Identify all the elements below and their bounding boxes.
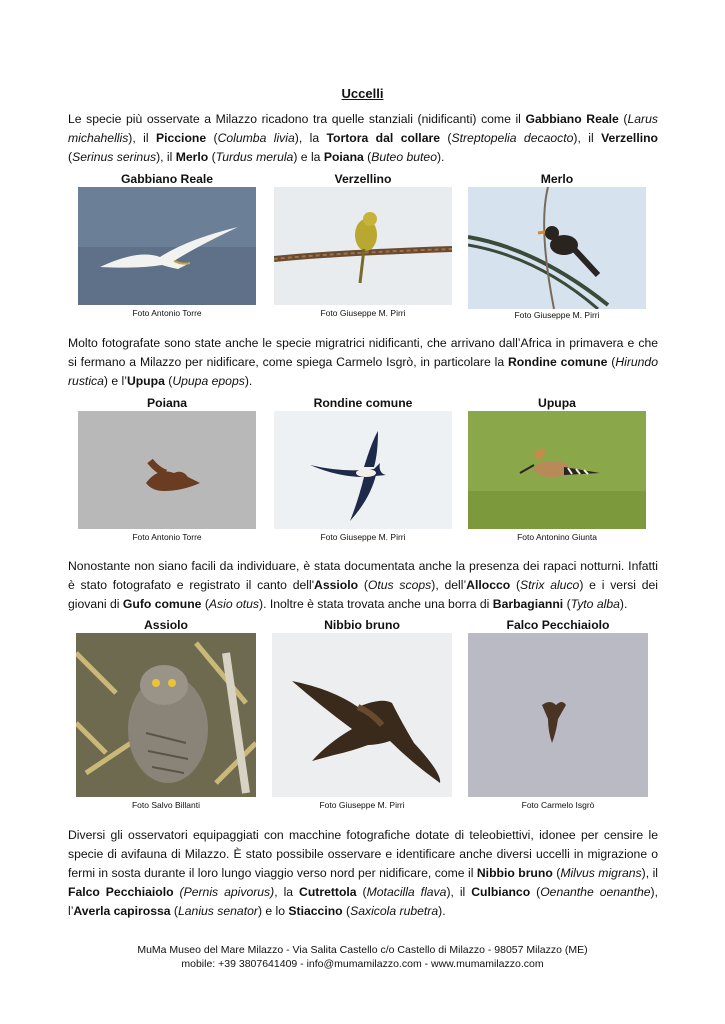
photo-card-poiana [78,396,256,546]
hoopoe-photo [468,411,646,529]
footer-address: MuMa Museo del Mare Milazzo - Via Salita Castello c/o Castello di Milazzo - 98057 Milazzo (ME) [137,944,588,956]
photo-row-2 [76,396,650,546]
photo-card-gabbiano [78,172,256,322]
photo-row-1 [76,172,650,322]
photo-credit: Foto Giuseppe M. Pirri [514,310,600,320]
photo-credit: Foto Antonio Torre [132,308,202,318]
photo-credit: Foto Salvo Billanti [131,800,201,810]
photo-card-nibbio [272,618,452,810]
photo-title: Merlo [540,172,574,186]
photo-credit: Foto Antonio Torre [132,532,202,542]
paragraph-nocturnal: Nonostante non siano facili da individuare, è stata documentata anche la presenza dei rapaci notturni. Infatti è stato fotografato e registrato il canto dell'Assiolo (Otus scops), dell’Allocco (Strix aluco) e i versi dei giovani di Gufo comune (Asio otus). Inoltre è stata trovata anche una borra di Barbagianni (Tyto alba). [68,559,658,611]
page-title: Uccelli [341,86,384,101]
photo-card-assiolo [76,618,256,810]
photo-card-verzellino [274,172,452,322]
photo-card-merlo [468,172,646,322]
photo-title: Nibbio bruno [324,618,400,632]
photo-title: Upupa [538,396,576,410]
scops-owl-photo [76,633,256,797]
paragraph-migratory: Molto fotografate sono state anche le specie migratrici nidificanti, che arrivano dall’Africa in primavera e che si fermano a Milazzo per nidificare, come spiega Carmelo Isgrò, in particolare la Rondine comune (Hirundo rustica) e l’Upupa (Upupa epops). [68,336,658,388]
photo-card-upupa [468,396,646,546]
serin-photo [274,187,452,305]
photo-title: Gabbiano Reale [120,172,214,186]
gull-photo [78,187,256,305]
photo-title: Falco Pecchiaiolo [506,618,610,632]
photo-credit: Foto Giuseppe M. Pirri [320,532,406,542]
paragraph-observers: Diversi gli osservatori equipaggiati con macchine fotografiche dotate di teleobiettivi, idonee per censire le specie di avifauna di Milazzo. È stato possibile osservare e identificare anche diversi uccelli in migrazione o fermi in sosta durante il loro lungo viaggio verso nord per nidificare, come il Nibbio bruno (Milvus migrans), il Falco Pecchiaiolo (Pernis apivorus), la Cutrettola (Motacilla flava), il Culbianco (Oenanthe oenanthe), l’Averla capirossa (Lanius senator) e lo Stiaccino (Saxicola rubetra). [68,828,658,918]
buzzard-photo [78,411,256,529]
footer-contacts: mobile: +39 3807641409 - info@mumamilazzo.com - www.mumamilazzo.com [181,958,544,970]
honey-buzzard-photo [468,633,648,797]
photo-credit: Foto Giuseppe M. Pirri [319,800,405,810]
intro-paragraph: Le specie più osservate a Milazzo ricadono tra quelle stanziali (nidificanti) come il Gabbiano Reale (Larus michahellis), il Piccione (Columba livia), la Tortora dal collare (Streptopelia decaocto), il Verzellino (Serinus serinus), il Merlo (Turdus merula) e la Poiana (Buteo buteo). [68,112,658,164]
blackbird-photo [468,187,646,309]
black-kite-photo [272,633,452,797]
photo-title: Poiana [147,396,187,410]
photo-credit: Foto Antonino Giunta [517,532,597,542]
photo-credit: Foto Giuseppe M. Pirri [320,308,406,318]
photo-title: Verzellino [334,172,392,186]
photo-card-rondine [274,396,452,546]
photo-credit: Foto Carmelo Isgrò [521,800,595,810]
photo-title: Assiolo [143,618,189,632]
photo-row-3 [76,618,650,810]
photo-title: Rondine comune [313,396,413,410]
swallow-photo [274,411,452,529]
photo-card-falco [468,618,648,810]
